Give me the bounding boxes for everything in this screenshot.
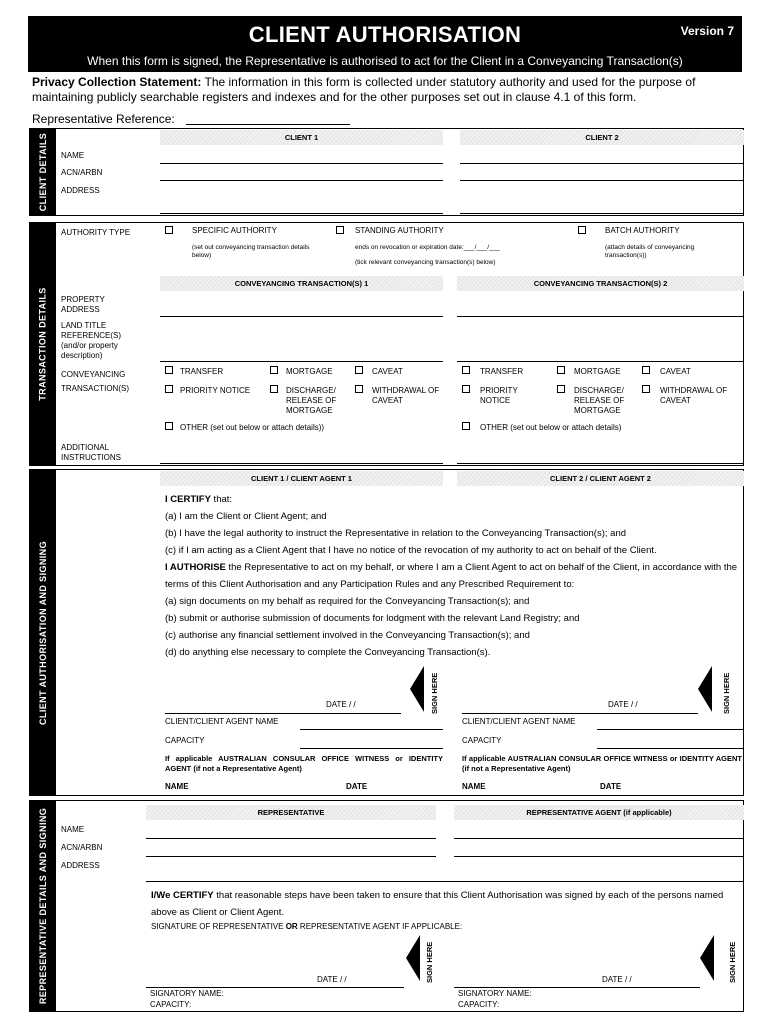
land-title-label: LAND TITLE REFERENCE(S) (and/or property description) xyxy=(61,321,122,360)
batch-authority-checkbox[interactable] xyxy=(578,226,586,234)
additional-instructions2-field[interactable] xyxy=(457,463,744,464)
sign-here-arrow-icon xyxy=(410,666,424,712)
batch-authority-label: BATCH AUTHORITY xyxy=(605,226,680,235)
client1-agent-name-label: CLIENT/CLIENT AGENT NAME xyxy=(165,717,279,726)
client2-agent-name-field[interactable] xyxy=(597,729,744,730)
client1-agent-name-field[interactable] xyxy=(300,729,443,730)
form-title: CLIENT AUTHORISATION xyxy=(248,22,522,47)
transfer2-checkbox[interactable] xyxy=(462,366,470,374)
client1-date[interactable]: DATE / / xyxy=(326,700,356,709)
discharge2-checkbox[interactable] xyxy=(557,385,565,393)
client2-acn-field[interactable] xyxy=(460,180,744,181)
mortgage2-label: MORTGAGE xyxy=(574,367,621,376)
rep-name-field[interactable] xyxy=(146,838,436,839)
mortgage1-checkbox[interactable] xyxy=(270,366,278,374)
discharge2-label: DISCHARGE/ RELEASE OF MORTGAGE xyxy=(574,386,625,415)
client1-address-field[interactable] xyxy=(160,213,443,214)
representative-agent-band: REPRESENTATIVE AGENT (if applicable) xyxy=(454,805,744,820)
client2-address-field[interactable] xyxy=(460,213,744,214)
client2-witness-label: If applicable AUSTRALIAN CONSULAR OFFICE WITNESS or IDENTITY AGENT (if not a Representative Agent) xyxy=(462,754,742,773)
client2-witness-date-label: DATE xyxy=(600,782,622,791)
withdrawal2-checkbox[interactable] xyxy=(642,385,650,393)
caveat1-label: CAVEAT xyxy=(372,367,403,376)
rep-agent-name-field[interactable] xyxy=(454,838,744,839)
client1-witness-name-label: NAME xyxy=(165,782,189,791)
rep-name-label: NAME xyxy=(61,825,85,834)
representative-section xyxy=(29,800,744,1012)
client2-signature-line[interactable] xyxy=(462,713,698,714)
certification-text xyxy=(165,491,743,661)
other1-label: OTHER (set out below or attach details)) xyxy=(180,423,325,432)
property-address1-field[interactable] xyxy=(160,316,443,317)
additional-instructions-label: ADDITIONAL INSTRUCTIONS xyxy=(61,443,121,462)
client-address-label: ADDRESS xyxy=(61,186,100,195)
caveat2-label: CAVEAT xyxy=(660,367,691,376)
transaction-details-sidebar: TRANSACTION DETAILS xyxy=(30,223,56,465)
rep-agent-acn-field[interactable] xyxy=(454,856,744,857)
client1-capacity-label: CAPACITY xyxy=(165,736,205,745)
transfer1-label: TRANSFER xyxy=(180,367,224,376)
client2-capacity-label: CAPACITY xyxy=(462,736,502,745)
property-address2-field[interactable] xyxy=(457,316,744,317)
priority1-label: PRIORITY NOTICE xyxy=(180,386,251,395)
property-address-label: PROPERTY ADDRESS xyxy=(61,295,105,314)
rep-capacity-label: CAPACITY: xyxy=(150,1000,192,1009)
rep-agent-date[interactable]: DATE / / xyxy=(602,975,632,984)
rep-agent-sign-here-arrow-icon xyxy=(700,935,714,981)
withdrawal1-checkbox[interactable] xyxy=(355,385,363,393)
client1-name-field[interactable] xyxy=(160,163,443,164)
representative-reference-field[interactable] xyxy=(186,124,350,125)
client-authorisation-sidebar: CLIENT AUTHORISATION AND SIGNING xyxy=(30,470,56,795)
conveyancing-transactions-label: CONVEYANCING TRANSACTION(S) xyxy=(61,370,129,393)
rep-sign-here-arrow-icon xyxy=(406,935,420,981)
specific-authority-label: SPECIFIC AUTHORITY xyxy=(192,226,277,235)
authorise-item-d: (d) do anything else necessary to complete the Conveyancing Transaction(s). xyxy=(165,647,491,658)
authorise-line: I AUTHORISE the Representative to act on my behalf, or where I am a Client Agent to act on behalf of the Client, in accordance with the terms of this Client Authorisation and any Participation Rules and any Prescribed Requirement to: xyxy=(165,562,738,590)
certify-line: I CERTIFY that: xyxy=(165,494,233,505)
client2-date[interactable]: DATE / / xyxy=(608,700,638,709)
conv-trans1-band: CONVEYANCING TRANSACTION(S) 1 xyxy=(160,276,443,291)
privacy-text: The information in this form is collected under statutory authority and used for the purpose of maintaining publicly searchable registers and indexes and for the other purposes set out in clause 4.1 of this form. xyxy=(32,75,696,104)
client2-witness-name-label: NAME xyxy=(462,782,486,791)
other1-checkbox[interactable] xyxy=(165,422,173,430)
client-name-label: NAME xyxy=(61,151,85,160)
priority1-checkbox[interactable] xyxy=(165,385,173,393)
privacy-heading: Privacy Collection Statement: xyxy=(32,75,202,89)
client-agent2-band: CLIENT 2 / CLIENT AGENT 2 xyxy=(457,471,744,486)
client1-witness-date-label: DATE xyxy=(346,782,368,791)
form-header xyxy=(28,16,742,72)
rep-signatory-label: SIGNATORY NAME: xyxy=(150,989,224,998)
client-acn-label: ACN/ARBN xyxy=(61,168,103,177)
sign-here-label: SIGN HERE xyxy=(430,672,439,714)
mortgage1-label: MORTGAGE xyxy=(286,367,333,376)
land-title1-field[interactable] xyxy=(160,361,443,362)
client2-capacity-field[interactable] xyxy=(597,748,744,749)
client2-band: CLIENT 2 xyxy=(460,130,744,145)
privacy-statement xyxy=(32,75,744,105)
land-title2-field[interactable] xyxy=(457,361,744,362)
authorise-item-c: (c) authorise any financial settlement involved in the Conveyancing Transaction(s); and xyxy=(165,630,530,641)
version-label: Version 7 xyxy=(680,24,734,38)
other2-label: OTHER (set out below or attach details) xyxy=(480,423,622,432)
client1-acn-field[interactable] xyxy=(160,180,443,181)
certify-item-b: (b) I have the legal authority to instruct the Representative in relation to the Conveyancing Transaction(s); and xyxy=(165,528,627,539)
client-authorisation-section xyxy=(29,469,744,796)
caveat1-checkbox[interactable] xyxy=(355,366,363,374)
priority2-label: PRIORITY NOTICE xyxy=(480,386,518,405)
rep-address-field[interactable] xyxy=(146,881,744,882)
certify-item-a: (a) I am the Client or Client Agent; and xyxy=(165,511,327,522)
authorise-item-a: (a) sign documents on my behalf as required for the Conveyancing Transaction(s); and xyxy=(165,596,530,607)
rep-acn-label: ACN/ARBN xyxy=(61,843,103,852)
representative-reference-label: Representative Reference: xyxy=(32,112,175,126)
client2-name-field[interactable] xyxy=(460,163,744,164)
rep-date[interactable]: DATE / / xyxy=(317,975,347,984)
transfer2-label: TRANSFER xyxy=(480,367,524,376)
mortgage2-checkbox[interactable] xyxy=(557,366,565,374)
other2-checkbox[interactable] xyxy=(462,422,470,430)
priority2-checkbox[interactable] xyxy=(462,385,470,393)
discharge1-label: DISCHARGE/ RELEASE OF MORTGAGE xyxy=(286,386,337,415)
rep-signature-line[interactable] xyxy=(146,987,404,988)
authorise-item-b: (b) submit or authorise submission of documents for lodgment with the relevant Land Registry; and xyxy=(165,613,580,624)
client1-witness-label: If applicable AUSTRALIAN CONSULAR OFFICE WITNESS or IDENTITY AGENT (if not a Representative Agent) xyxy=(165,754,443,773)
client1-band: CLIENT 1 xyxy=(160,130,443,145)
sign-here-label-2: SIGN HERE xyxy=(722,672,731,714)
client2-agent-name-label: CLIENT/CLIENT AGENT NAME xyxy=(462,717,576,726)
client1-signature-line[interactable] xyxy=(165,713,401,714)
additional-instructions1-field[interactable] xyxy=(160,463,443,464)
client-details-sidebar: CLIENT DETAILS xyxy=(30,129,56,215)
withdrawal1-label: WITHDRAWAL OF CAVEAT xyxy=(372,386,440,405)
sign-here-arrow-icon-2 xyxy=(698,666,712,712)
rep-acn-field[interactable] xyxy=(146,856,436,857)
batch-authority-note: (attach details of conveyancing transaction(s)) xyxy=(605,244,695,259)
conv-trans2-band: CONVEYANCING TRANSACTION(S) 2 xyxy=(457,276,744,291)
rep-agent-signatory-label: SIGNATORY NAME: xyxy=(458,989,532,998)
client-agent1-band: CLIENT 1 / CLIENT AGENT 1 xyxy=(160,471,443,486)
client1-capacity-field[interactable] xyxy=(300,748,443,749)
withdrawal2-label: WITHDRAWAL OF CAVEAT xyxy=(660,386,728,405)
specific-authority-note: (set out conveyancing transaction details below) xyxy=(192,244,310,259)
standing-authority-label: STANDING AUTHORITY xyxy=(355,226,444,235)
standing-authority-checkbox[interactable] xyxy=(336,226,344,234)
form-subtitle: When this form is signed, the Representative is authorised to act for the Client in a Conveyancing Transaction(s) xyxy=(87,54,683,68)
rep-agent-sign-here-label: SIGN HERE xyxy=(728,941,737,983)
rep-address-label: ADDRESS xyxy=(61,861,100,870)
standing-authority-note2: (tick relevant conveyancing transaction(s) below) xyxy=(355,259,496,266)
certify-item-c: (c) if I am acting as a Client Agent that I have no notice of the revocation of my authority to act on behalf of the Client. xyxy=(165,545,657,556)
standing-authority-note: ends on revocation or expiration date:___/___/___ xyxy=(355,244,500,251)
rep-certification-text: I/We CERTIFY that reasonable steps have been taken to ensure that this Client Authorisation was signed by each of the persons named above as Client or Client Agent. xyxy=(151,890,724,918)
rep-agent-signature-line[interactable] xyxy=(454,987,700,988)
representative-sidebar: REPRESENTATIVE DETAILS AND SIGNING xyxy=(30,801,56,1011)
rep-signature-label: SIGNATURE OF REPRESENTATIVE OR REPRESENTATIVE AGENT IF APPLICABLE: xyxy=(151,922,463,931)
transfer1-checkbox[interactable] xyxy=(165,366,173,374)
specific-authority-checkbox[interactable] xyxy=(165,226,173,234)
client-details-section xyxy=(29,128,744,216)
transaction-details-section xyxy=(29,222,744,466)
caveat2-checkbox[interactable] xyxy=(642,366,650,374)
discharge1-checkbox[interactable] xyxy=(270,385,278,393)
authority-type-label: AUTHORITY TYPE xyxy=(61,228,131,237)
representative-band: REPRESENTATIVE xyxy=(146,805,436,820)
rep-agent-capacity-label: CAPACITY: xyxy=(458,1000,500,1009)
rep-sign-here-label: SIGN HERE xyxy=(425,941,434,983)
